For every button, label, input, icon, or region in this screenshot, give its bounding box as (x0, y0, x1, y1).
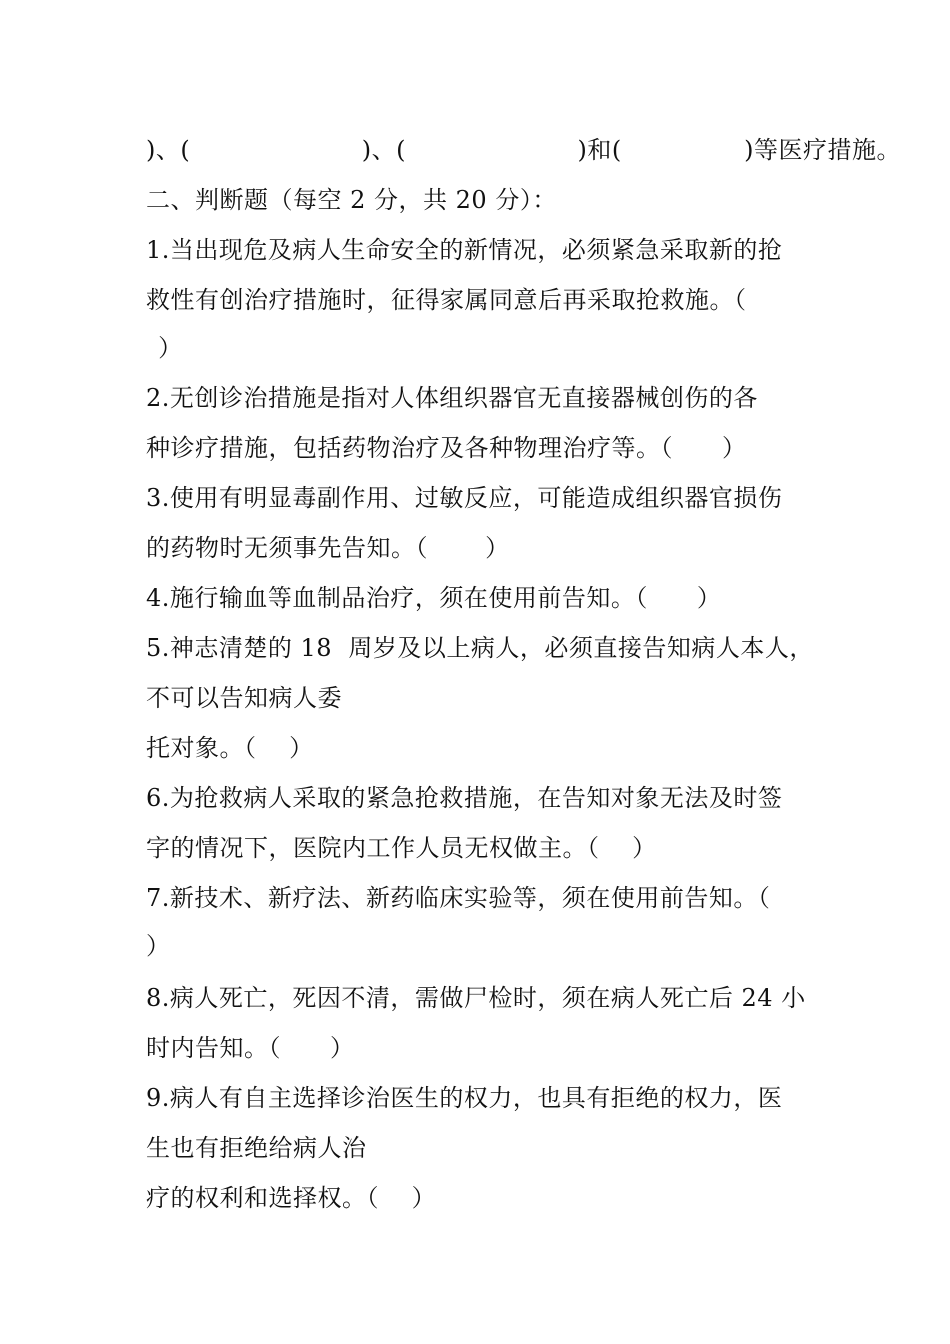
question-6-line-1: 6.为抢救病人采取的紧急抢救措施，在告知对象无法及时签 (146, 784, 783, 812)
section-heading-true-false: 二、判断题（每空 2 分，共 20 分）： (146, 186, 557, 214)
question-9-line-2: 生也有拒绝给病人治 (146, 1134, 367, 1162)
question-6-line-2: 字的情况下，医院内工作人员无权做主。（ ） (146, 834, 657, 862)
question-2-line-2: 种诊疗措施，包括药物治疗及各种物理治疗等。（ ） (146, 434, 747, 462)
question-8-line-1: 8.病人死亡，死因不清，需做尸检时，须在病人死亡后 24 小 (146, 984, 806, 1012)
fill-blank-continuation: )、( )、( )和( )等医疗措施。 (146, 136, 902, 164)
question-9-line-3: 疗的权利和选择权。（ ） (146, 1184, 437, 1212)
question-5-line-3: 托对象。（ ） (146, 734, 314, 762)
question-7-line-1: 7.新技术、新疗法、新药临床实验等，须在使用前告知。（ (146, 884, 771, 912)
question-5-line-1: 5.神志清楚的 18 周岁及以上病人，必须直接告知病人本人， (146, 634, 814, 662)
question-3-line-2: 的药物时无须事先告知。（ ） (146, 534, 510, 562)
question-2-line-1: 2.无创诊治措施是指对人体组织器官无直接器械创伤的各 (146, 384, 758, 412)
question-1-line-1: 1.当出现危及病人生命安全的新情况，必须紧急采取新的抢 (146, 236, 783, 264)
question-5-line-2: 不可以告知病人委 (146, 684, 342, 712)
question-1-line-2: 救性有创治疗措施时，征得家属同意后再采取抢救施。（ (146, 286, 747, 314)
question-3-line-1: 3.使用有明显毒副作用、过敏反应，可能造成组织器官损伤 (146, 484, 783, 512)
question-8-line-2: 时内告知。（ ） (146, 1034, 355, 1062)
question-9-line-1: 9.病人有自主选择诊治医生的权力，也具有拒绝的权力，医 (146, 1084, 783, 1112)
question-4-line-1: 4.施行输血等血制品治疗，须在使用前告知。（ ） (146, 584, 722, 612)
question-1-line-3: ） (150, 334, 183, 362)
question-7-line-2: ） (146, 932, 171, 960)
